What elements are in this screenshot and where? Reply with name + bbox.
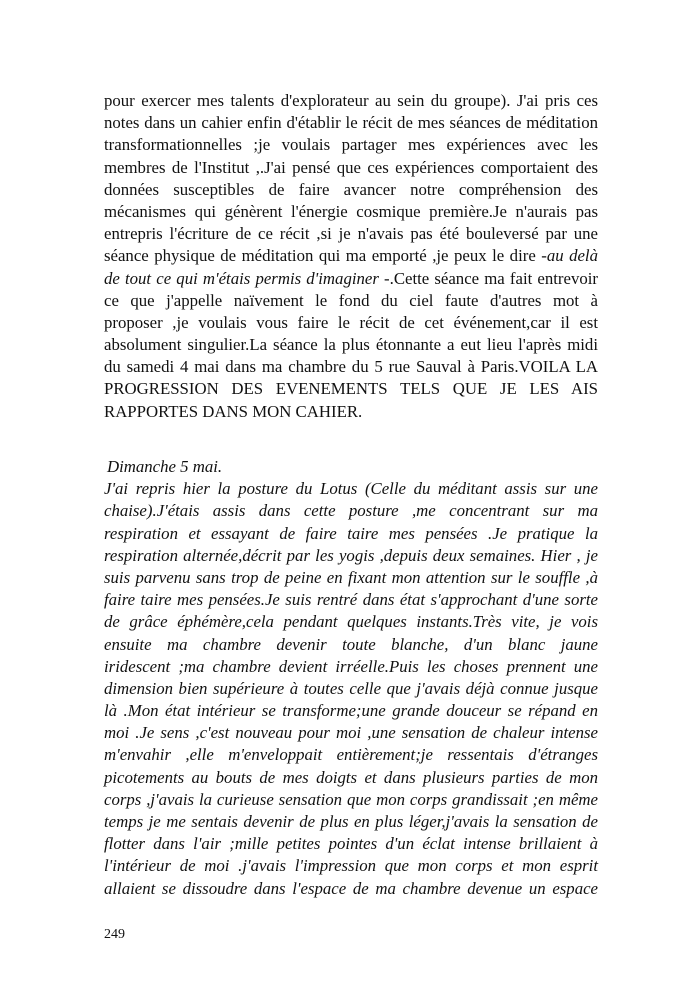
text-line: respiration et essayant de faire taire mes pensées .Je pratique la: [104, 523, 598, 543]
text-line: respiration alternée,décrit par les yogis ,depuis deux semaines. Hier , je: [104, 545, 598, 565]
text-line: corps ,j'avais la curieuse sensation que mon corps grandissait ;en même: [104, 789, 598, 809]
text-line: entrepris l'écriture de ce récit ,si je n'avais pas été bouleversé par une: [104, 224, 598, 244]
text-line: de grâce éphémère,cela pendant quelques instants.Très vite, je vois: [104, 612, 598, 632]
text-line: RAPPORTES DANS MON CAHIER.: [104, 401, 363, 421]
text-line: iridescent ;ma chambre devient irréelle.Puis les choses prennent une: [104, 656, 598, 676]
text-line: données susceptibles de faire avancer notre compréhension des: [104, 179, 598, 199]
text-line: l'intérieur de moi .j'avais l'impression que mon corps et mon esprit: [104, 856, 598, 876]
text-line: mécanismes qui génèrent l'énergie cosmique première.Je n'aurais pas: [104, 201, 598, 221]
text-line-mixed: [104, 268, 598, 290]
journal-entry: [104, 456, 598, 900]
text-line: ce que j'appelle naïvement le fond du ciel faute d'autres mot à: [104, 290, 598, 310]
text-line: m'envahir ,elle m'enveloppait entièrement;je ressentais d'étranges: [104, 745, 598, 765]
text-line: temps je me sentais devenir de plus en plus léger,j'avais la sensation de: [104, 812, 598, 831]
text-line: ensuite ma chambre devenir toute blanche, d'un blanc jaune: [104, 634, 598, 654]
text-line: là .Mon état intérieur se transforme;une grande douceur se répand en: [104, 701, 598, 721]
italic-segment: de tout ce qui m'étais permis d'imaginer: [104, 268, 379, 288]
text-line: transformationnelles ;je voulais partager mes expériences avec les: [104, 135, 598, 155]
text-line: PROGRESSION DES EVENEMENTS TELS QUE JE LES AIS: [104, 379, 598, 399]
text-line: moi .Je sens ,c'est nouveau pour moi ,une sensation de chaleur intense: [104, 723, 598, 743]
text-line: faire taire mes pensées.Je suis rentré dans état s'approchant d'une sorte: [104, 590, 598, 610]
italic-segment: -au delà: [535, 246, 598, 266]
text-line: allaient se dissoudre dans l'espace de ma chambre devenue un espace: [104, 878, 598, 898]
text-line: chaise).J'étais assis dans cette posture ,me concentrant sur ma: [104, 501, 598, 521]
text-line: membres de l'Institut ,.J'ai pensé que ces expériences comportaient des: [104, 157, 598, 177]
page-number: 249: [104, 927, 125, 942]
text-line: du samedi 4 mai dans ma chambre du 5 rue Sauval à Paris.VOILA LA: [104, 357, 598, 377]
text-line: absolument singulier.La séance la plus étonnante a eut lieu l'après midi: [104, 335, 598, 355]
text-line: notes dans un cahier enfin d'établir le récit de mes séances de méditation: [104, 113, 598, 133]
intro-paragraph: [104, 90, 598, 423]
text-segment: séance physique de méditation qui ma emporté ,je peux le dire: [104, 246, 536, 266]
text-line: pour exercer mes talents d'explorateur au sein du groupe). J'ai pris ces: [104, 91, 598, 110]
entry-date-heading: Dimanche 5 mai.: [107, 457, 223, 476]
text-line: dimension bien supérieure à toutes celle que j'avais déjà connue jusque: [104, 678, 598, 698]
text-segment: -.Cette séance ma fait entrevoir: [378, 268, 598, 288]
text-line: flotter dans l'air ;mille petites pointes d'un éclat intense brillaient à: [104, 834, 598, 854]
text-line: proposer ,je voulais vous faire le récit de cet événement,car il est: [104, 312, 598, 332]
text-line: picotements au bouts de mes doigts et dans plusieurs parties de mon: [104, 767, 598, 787]
text-line: J'ai repris hier la posture du Lotus (Celle du méditant assis sur une: [104, 479, 598, 499]
text-line: suis parvenu sans trop de peine en fixant mon attention sur le souffle ,à: [104, 567, 598, 587]
text-line-mixed: [104, 245, 598, 267]
